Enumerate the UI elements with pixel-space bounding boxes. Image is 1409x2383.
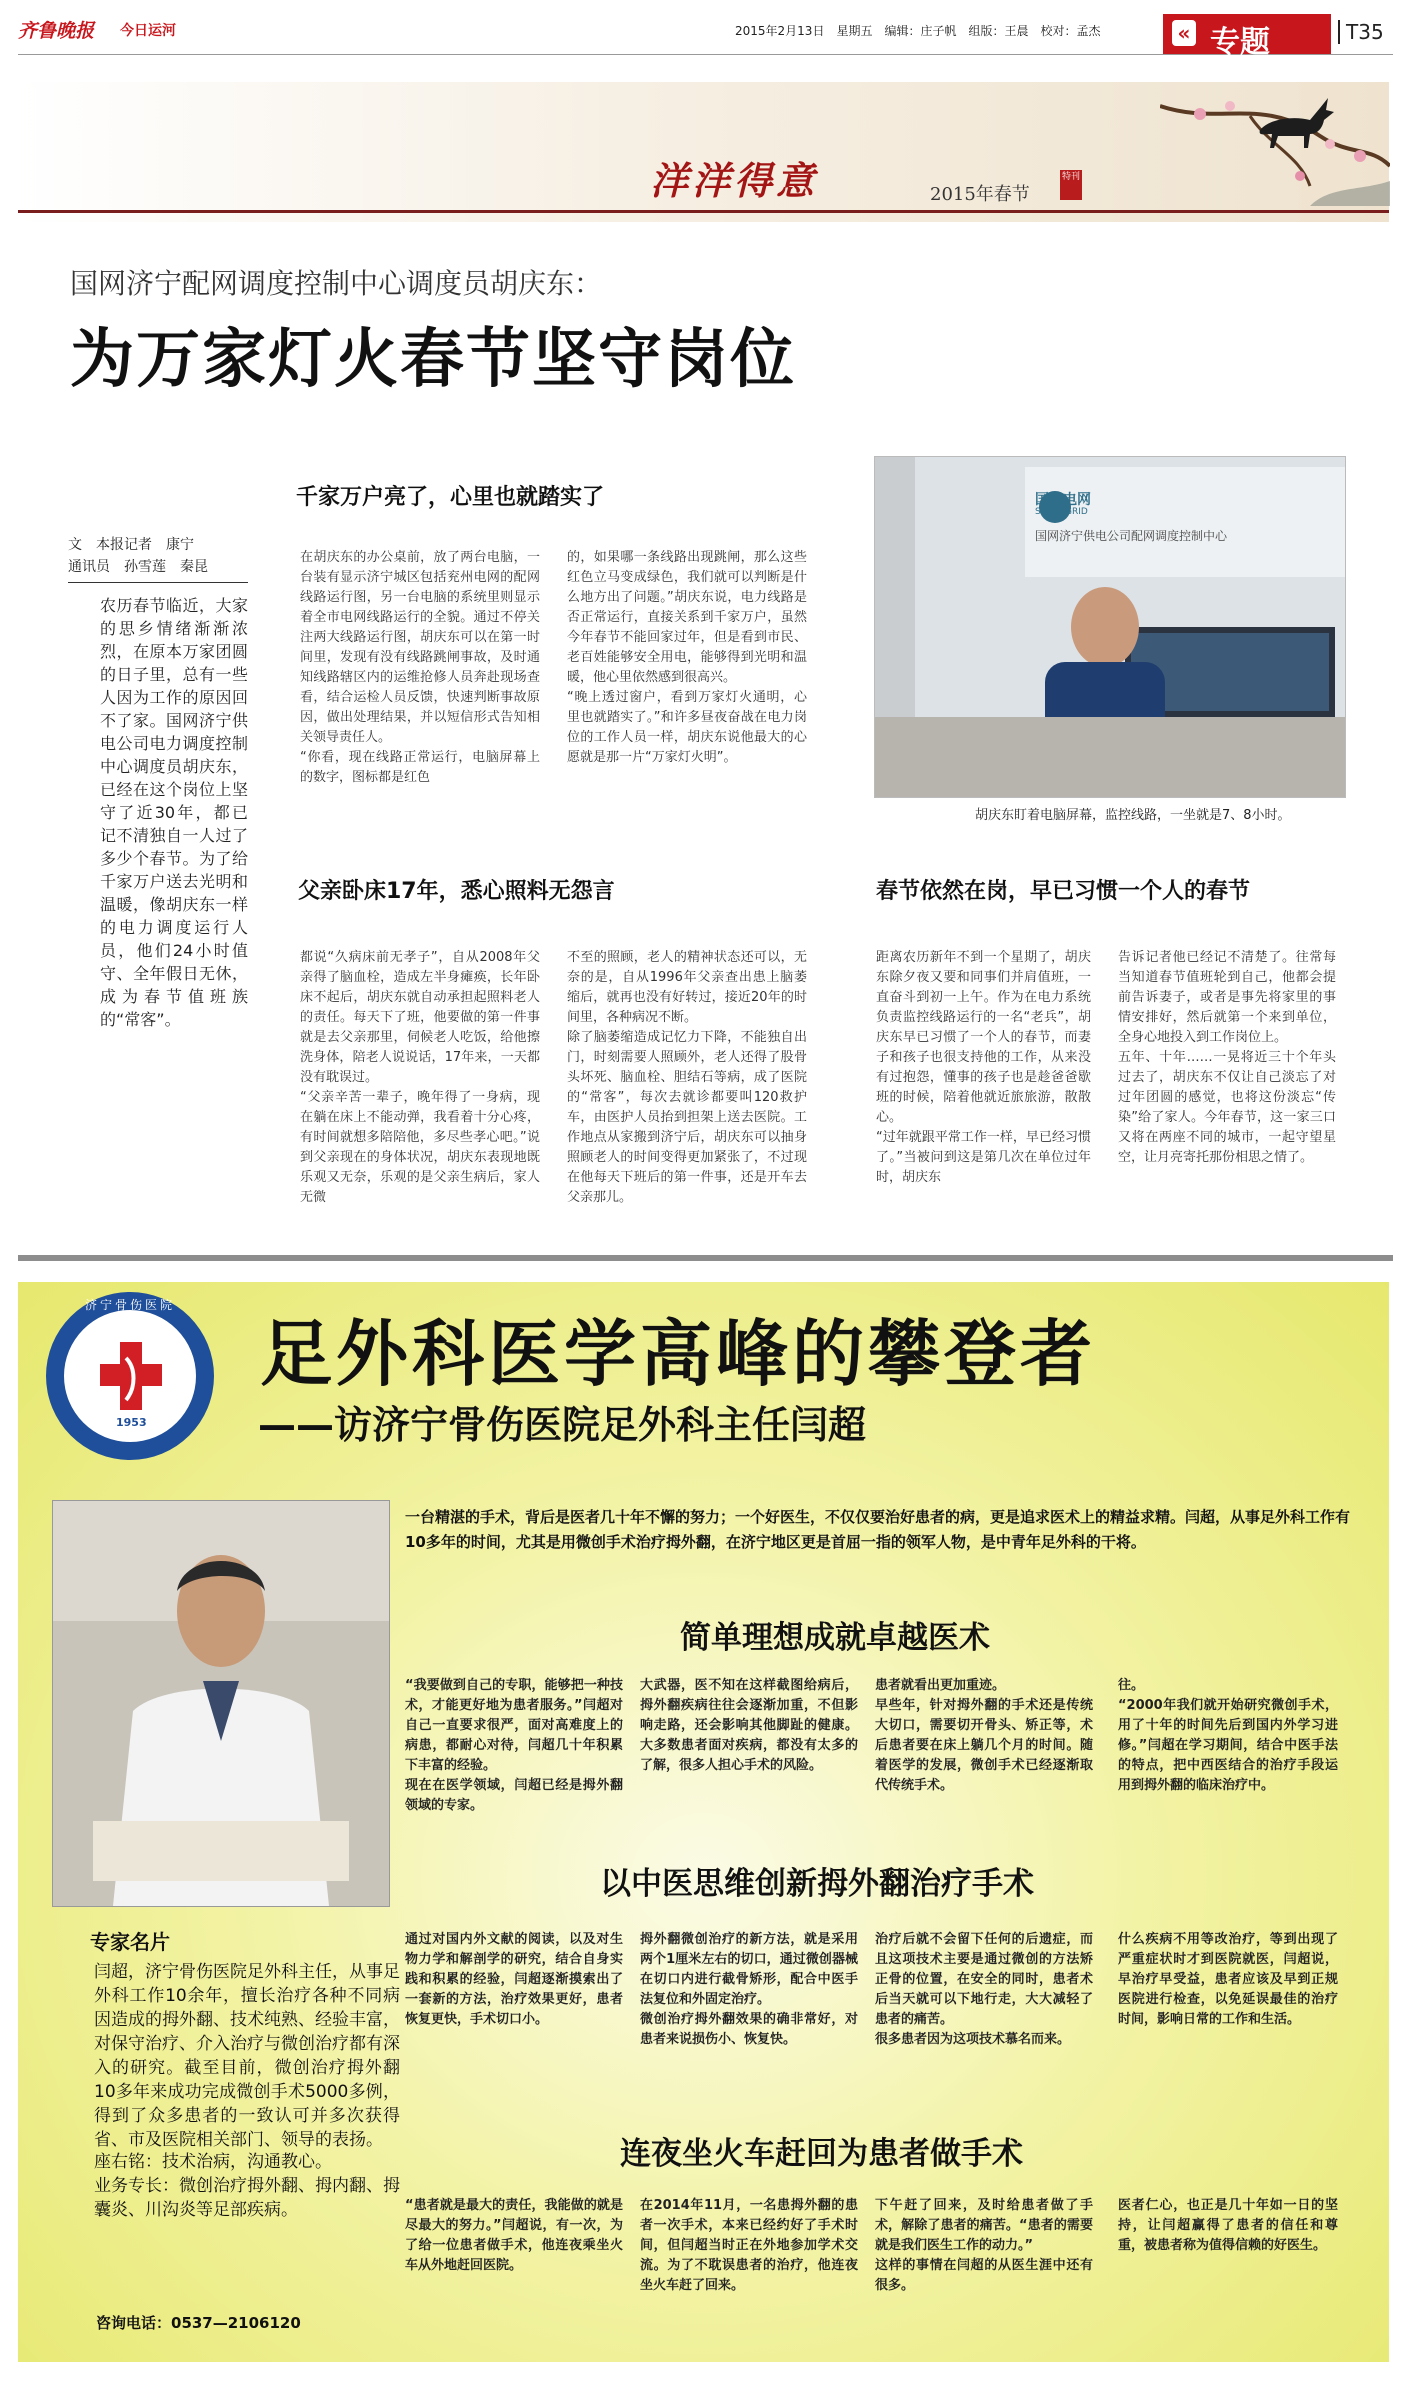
hospital-logo-text: 济宁骨伤医院: [84, 1298, 175, 1312]
photo-sign-cn: 国家电网: [1035, 492, 1091, 508]
page-number: T35: [1338, 20, 1384, 44]
expert-card-title: 专家名片: [90, 1930, 170, 1954]
subheading-2: 父亲卧床17年，悉心照料无怨言: [298, 879, 615, 904]
goat-silhouette-icon: [1250, 90, 1350, 150]
doctor-portrait: [52, 1500, 390, 1907]
consult-phone: 咨询电话：0537—2106120: [96, 2314, 301, 2332]
article-headline: 为万家灯火春节坚守岗位: [70, 323, 796, 397]
article-column-1: 在胡庆东的办公桌前，放了两台电脑，一台装有显示济宁城区包括兖州电网的配网线路运行图，另一台电脑的系统里则显示着全市电网线路运行的全貌。通过不停关注两大线路运行图，胡庆东可以在第一时间里，发现有没有线路跳闸事故，及时通知线路辖区内的运维抢修人员奔赴现场查看，结合运检人员反馈，快速判断事故原因，做出处理结果，并以短信形式告知相关领导责任人。 “你看，现在线路正常运行，电脑屏幕上的数字，图标都是红色: [300, 550, 540, 785]
dispatcher-photo-illustration: [875, 457, 1345, 797]
expert-bio: 闫超，济宁骨伤医院足外科主任，从事足外科工作10余年，擅长治疗各种不同病因造成的拇外翻、技术纯熟、经验丰富，对保守治疗、介入治疗与微创治疗都有深入的研究。截至目前，微创治疗拇外翻10多年来成功完成微创手术5000多例，得到了众多患者的一致认可并多次获得省、市及医院相关部门、领导的表扬。: [94, 1962, 400, 2150]
byline: [68, 534, 208, 578]
header-meta: 2015年2月13日 星期五 编辑：庄子帆 组版：王晨 校对：孟杰: [735, 24, 1101, 38]
advertorial-title: 足外科医学高峰的攀登者: [260, 1312, 1097, 1396]
advertorial-h2-col-2: 拇外翻微创治疗的新方法，就是采用两个1厘米左右的切口，通过微创器械在切口内进行截骨矫形，配合中医手法复位和外固定治疗。 微创治疗拇外翻效果的确非常好，对患者来说损伤小、恢复快。: [640, 1932, 858, 2047]
article-column-2: 的，如果哪一条线路出现跳闸，那么这些红色立马变成绿色，我们就可以判断是什么地方出了问题。”胡庆东说，电力线路是否正常运行，直接关系到千家万户，虽然今年春节不能回家过年，但是看到市民、老百姓能够安全用电，能够得到光明和温暖，他心里依然感到很高兴。 “晚上透过窗户，看到万家灯火通明，心里也就踏实了。”和许多昼夜奋战在电力岗位的工作人员一样，胡庆东说他最大的心愿就是那一片“万家灯火明”。: [567, 550, 807, 765]
advertorial-h1-col-1: “我要做到自己的专职，能够把一种技术，才能更好地为患者服务。”闫超对自己一直要求很严，面对高难度上的病患，都耐心对待，闫超几十年积累下丰富的经验。 现在在医学领域，闫超已经是拇外翻领域的专家。: [405, 1678, 623, 1813]
advertorial-h3-col-1: “患者就是最大的责任，我能做的就是尽最大的努力。”闫超说，有一次，为了给一位患者做手术，他连夜乘坐火车从外地赶回医院。: [405, 2198, 623, 2273]
medical-cross-icon: [96, 1338, 166, 1414]
advertorial-h3-col-3: 下午赶了回来，及时给患者做了手术，解除了患者的痛苦。“患者的需要就是我们医生工作的动力。” 这样的事情在闫超的从医生涯中还有很多。: [875, 2198, 1093, 2293]
advertorial-h3-col-2: 在2014年11月，一名患拇外翻的患者一次手术，本来已经约好了手术时间，但闫超当时正在外地参加学术交流。为了不耽误患者的治疗，他连夜坐火车赶了回来。: [640, 2198, 858, 2293]
seal-stamp: 特刊: [1060, 170, 1082, 200]
article-intro: 农历春节临近，大家的思乡情绪渐渐浓烈，在原本万家团圆的日子里，总有一些人因为工作的原因回不了家。国网济宁供电公司电力调度控制中心调度员胡庆东，已经在这个岗位上坚守了近30年，都已记不清独自一人过了多少个春节。为了给千家万户送去光明和温暖，像胡庆东一样的电力调度运行人员，他们24小时值守、全年假日无休，成为春节值班族的“常客”。: [100, 596, 248, 1029]
advertorial-h3-col-4: 医者仁心，也正是几十年如一日的坚持，让闫超赢得了患者的信任和尊重，被患者称为值得信赖的好医生。: [1118, 2198, 1338, 2253]
advertorial-h2-col-1: 通过对国内外文献的阅读，以及对生物力学和解剖学的研究，结合自身实践和积累的经验，闫超逐渐摸索出了一套新的方法，治疗效果更好，患者恢复更快，手术切口小。: [405, 1932, 623, 2027]
article-column-5: 距离农历新年不到一个星期了，胡庆东除夕夜又要和同事们并肩值班，一直奋斗到初一上午。作为在电力系统负责监控线路运行的一名“老兵”，胡庆东早已习惯了一个人的春节，而妻子和孩子也很支持他的工作，从来没有过抱怨，懂事的孩子也是趁爸爸歇班的时候，陪着他就近旅旅游，散散心。 “过年就跟平常工作一样，早已经习惯了。”当被问到这是第几次在单位过年时，胡庆东: [876, 950, 1091, 1185]
hospital-logo-year: 1953: [116, 1416, 147, 1429]
advertorial-h2-col-4: 什么疾病不用等改治疗，等到出现了严重症状时才到医院就医，闫超说，早治疗早受益，患者应该及早到正规医院进行检查，以免延误最佳的治疗时间，影响日常的工作和生活。: [1118, 1932, 1338, 2027]
photo-dispatcher: [874, 456, 1346, 798]
topic-label: 专题: [1210, 25, 1270, 60]
byline-reporter: 文 本报记者 康宁: [68, 537, 194, 553]
photo-sign-center: 国网济宁供电公司配网调度控制中心: [1035, 529, 1228, 543]
advertorial-heading-1: 简单理想成就卓越医术: [680, 1620, 990, 1656]
article-kicker: 国网济宁配网调度控制中心调度员胡庆东：: [70, 267, 603, 300]
expert-motto: 座右铭：技术治病，沟通教心。: [94, 2152, 332, 2172]
banner-title: 洋洋得意: [650, 158, 819, 203]
advertorial-heading-3: 连夜坐火车赶回为患者做手术: [620, 2136, 1023, 2172]
photo-sign-en: STATE GRID: [1035, 507, 1088, 517]
article-column-3: 都说“久病床前无孝子”，自从2008年父亲得了脑血栓，造成左半身瘫痪，长年卧床不起后，胡庆东就自动承担起照料老人的责任。每天下了班，他要做的第一件事就是去父亲那里，伺候老人吃饭，给他擦洗身体，陪老人说说话，17年来，一天都没有耽误过。 “父亲辛苦一辈子，晚年得了一身病，现在躺在床上不能动弹，我看着十分心疼，有时间就想多陪陪他，多尽些孝心吧。”说到父亲现在的身体状况，胡庆东表现地既乐观又无奈，乐观的是父亲生病后，家人无微: [300, 950, 540, 1205]
subheading-1: 千家万户亮了，心里也就踏实了: [296, 485, 605, 510]
advertorial-h1-col-2: 大武器，医不知在这样截图给病后，拇外翻疾病往往会逐渐加重，不但影响走路，还会影响其他脚趾的健康。大多数患者面对疾病，都没有太多的了解，很多人担心手术的风险。: [640, 1678, 858, 1773]
advertorial-lead: 一台精湛的手术，背后是医者几十年不懈的努力；一个好医生，不仅仅要治好患者的病，更是追求医术上的精益求精。闫超，从事足外科工作有10多年的时间，尤其是用微创手术治疗拇外翻，在济宁地区更是首屈一指的领军人物，是中青年足外科的干将。: [405, 1508, 1351, 1551]
expert-specialty: [94, 2150, 400, 2222]
paper-name: 齐鲁晚报: [18, 20, 95, 42]
section-name: 今日运河: [120, 23, 176, 39]
article-column-4: 不至的照顾，老人的精神状态还可以，无奈的是，自从1996年父亲查出患上脑萎缩后，就再也没有好转过，接近20年的时间里，各种病况不断。 除了脑萎缩造成记忆力下降，不能独自出门，时刻需要人照顾外，老人还得了股骨头坏死、脑血栓、胆结石等病，成了医院的“常客”，每次去就诊都要叫120救护车，由医护人员抬到担架上送去医院。工作地点从家搬到济宁后，胡庆东可以抽身照顾老人的时间变得更加紧张了，不过现在他每天下班后的第一件事，还是开车去父亲那儿。: [567, 950, 807, 1205]
article-column-6: 告诉记者他已经记不清楚了。往常每当知道春节值班轮到自己，他都会提前告诉妻子，或者是事先将家里的事情安排好，然后就第一个来到单位，全身心地投入到工作岗位上。 五年、十年……一晃将近三十个年头过去了，胡庆东不仅让自己淡忘了对过年团圆的感觉，也将这份淡忘“传染”给了家人。今年春节，这一家三口又将在两座不同的城市，一起守望星空，让月亮寄托那份相思之情了。: [1118, 950, 1336, 1165]
byline-correspondents: 通讯员 孙雪莲 秦昆: [68, 559, 208, 575]
byline-rule: [68, 582, 248, 583]
double-chevron-left-icon: «: [1172, 20, 1196, 46]
photo-caption: 胡庆东盯着电脑屏幕，监控线路，一坐就是7、8小时。: [975, 808, 1291, 823]
advertorial-h1-col-3: 患者就看出更加重迹。 早些年，针对拇外翻的手术还是传统大切口，需要切开骨头、矫正等，术后患者要在床上躺几个月的时间。随着医学的发展，微创手术已经逐渐取代传统手术。: [875, 1678, 1093, 1793]
advertorial-h1-col-4: 往。 “2000年我们就开始研究微创手术，用了十年的时间先后到国内外学习进修。”闫超在学习期间，结合中医手法的特点，把中西医结合的治疗手段运用到拇外翻的临床治疗中。: [1118, 1678, 1338, 1793]
banner-year: 2015年春节: [930, 184, 1030, 205]
section-divider: [18, 1255, 1393, 1261]
advertorial-subtitle: ——访济宁骨伤医院足外科主任闫超: [258, 1403, 867, 1447]
banner-rule: [18, 210, 1389, 213]
expert-specialty-text: 业务专长：微创治疗拇外翻、拇内翻、拇囊炎、川沟炎等足部疾病。: [94, 2176, 400, 2220]
advertorial-h2-col-3: 治疗后就不会留下任何的后遗症，而且这项技术主要是通过微创的方法矫正骨的位置，在安全的同时，患者术后当天就可以下地行走，大大减轻了患者的痛苦。 很多患者因为这项技术慕名而来。: [875, 1932, 1093, 2047]
doctor-portrait-illustration: [53, 1501, 389, 1906]
advertorial-heading-2: 以中医思维创新拇外翻治疗手术: [600, 1866, 1034, 1902]
subheading-3: 春节依然在岗，早已习惯一个人的春节: [876, 879, 1251, 904]
